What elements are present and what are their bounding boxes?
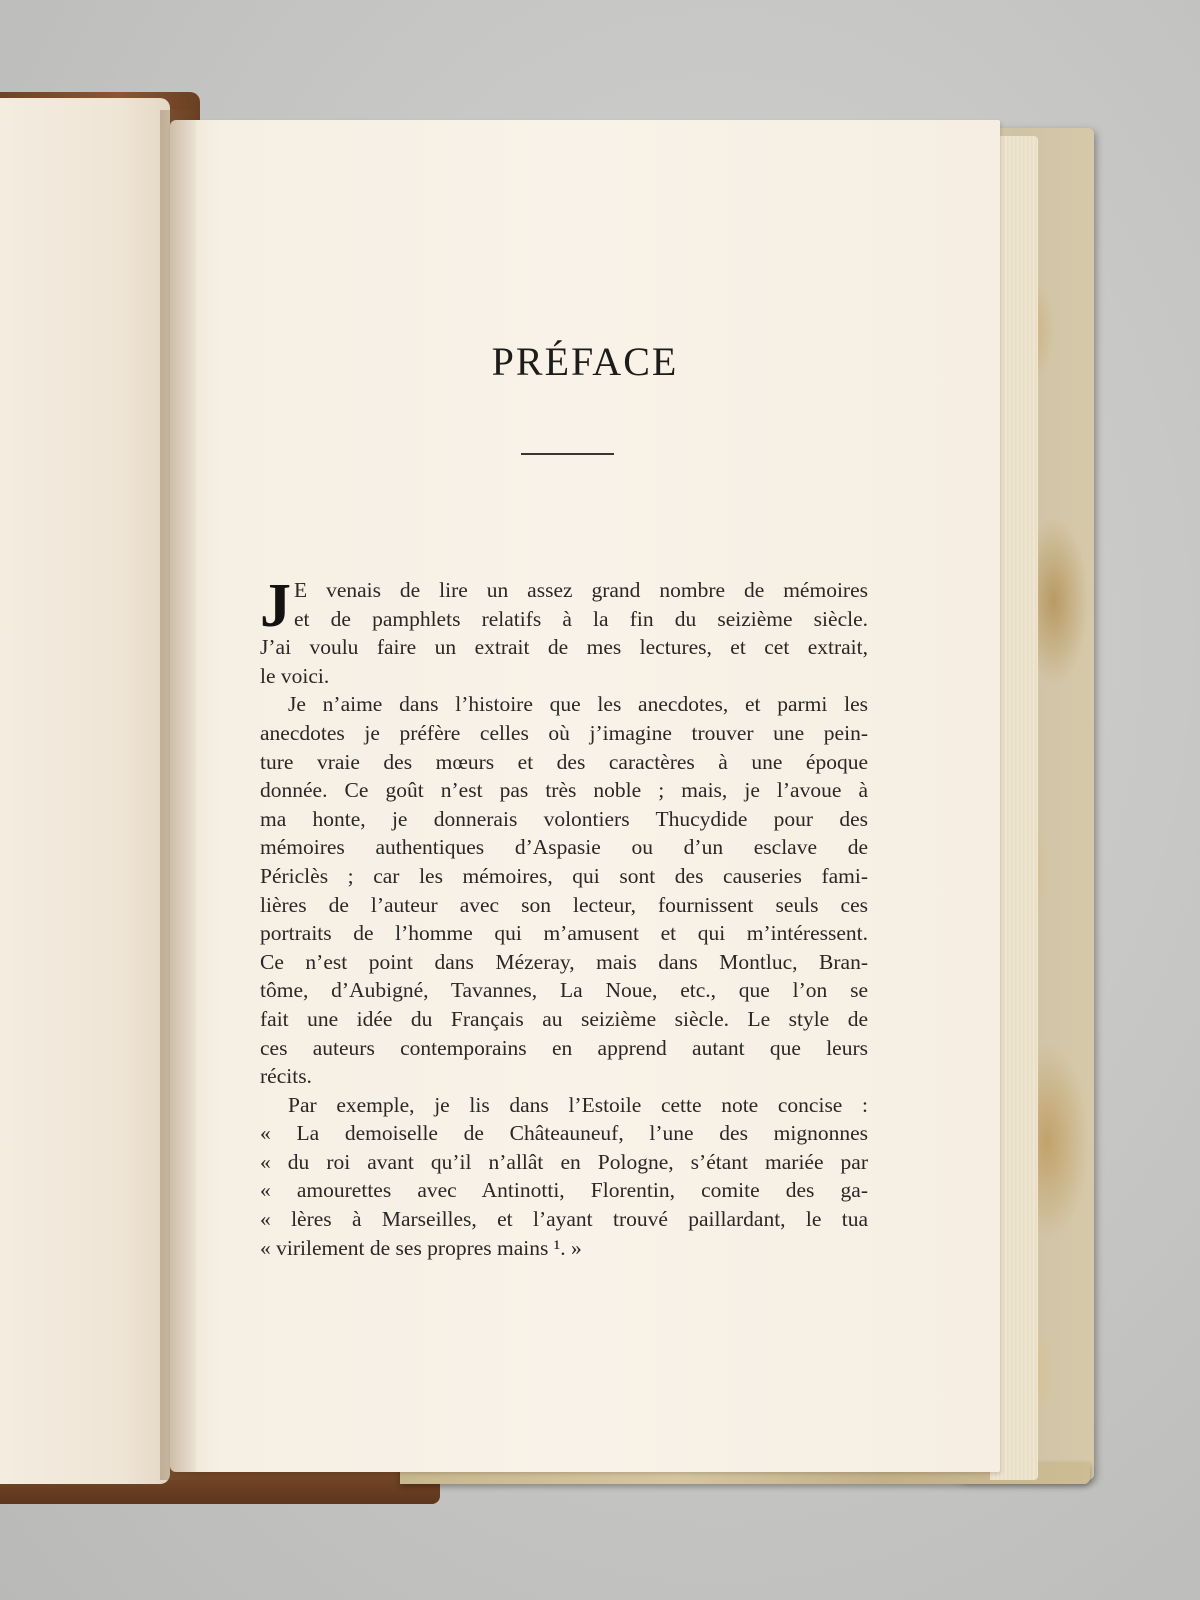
title-rule	[521, 453, 614, 455]
text-line: « lères à Marseilles, et l’ayant trouvé paillardant, le tua	[260, 1207, 868, 1232]
text-line: récits.	[260, 1064, 312, 1089]
preface-text	[260, 572, 868, 1262]
text-line: ces auteurs contemporains en apprend autant que leurs	[260, 1035, 868, 1060]
text-line: mémoires authentiques d’Aspasie ou d’un esclave de	[260, 835, 868, 860]
drop-cap: J	[260, 572, 291, 640]
page-title: PRÉFACE	[491, 339, 679, 384]
text-line: donnée. Ce goût n’est pas très noble ; mais, je l’avoue à	[260, 778, 868, 803]
text-line: « du roi avant qu’il n’allât en Pologne, s’étant mariée par	[260, 1149, 868, 1174]
text-line: J’ai voulu faire un extrait de mes lectures, et cet extrait,	[260, 635, 868, 660]
text-line: ture vraie des mœurs et des caractères à une époque	[260, 749, 868, 774]
text-line: « La demoiselle de Châteauneuf, l’une des mignonnes	[260, 1121, 868, 1146]
text-line: Périclès ; car les mémoires, qui sont des causeries fami-	[260, 863, 868, 888]
text-line: lières de l’auteur avec son lecteur, fournissent seuls ces	[260, 892, 868, 917]
text-line: et de pamphlets relatifs à la fin du seizième siècle.	[294, 606, 868, 631]
gutter-shadow	[160, 110, 196, 1480]
text-line: anecdotes je préfère celles où j’imagine trouver une pein-	[260, 720, 868, 745]
text-line: Ce n’est point dans Mézeray, mais dans Montluc, Bran-	[260, 949, 868, 974]
text-line: fait une idée du Français au seizième siècle. Le style de	[260, 1006, 868, 1031]
text-line: portraits de l’homme qui m’amusent et qui m’intéressent.	[260, 921, 868, 946]
text-line: Par exemple, je lis dans l’Estoile cette note concise :	[288, 1092, 868, 1117]
text-line: tôme, d’Aubigné, Tavannes, La Noue, etc., que l’on se	[260, 978, 868, 1003]
text-line: E venais de lire un assez grand nombre de mémoires	[294, 578, 868, 602]
text-line: Je n’aime dans l’histoire que les anecdotes, et parmi les	[288, 692, 868, 717]
left-page	[0, 98, 170, 1484]
text-line: « virilement de ses propres mains ¹. »	[260, 1235, 582, 1260]
text-line: « amourettes avec Antinotti, Florentin, comite des ga-	[260, 1178, 868, 1203]
text-line: le voici.	[260, 663, 330, 688]
text-line: ma honte, je donnerais volontiers Thucydide pour des	[260, 806, 868, 831]
